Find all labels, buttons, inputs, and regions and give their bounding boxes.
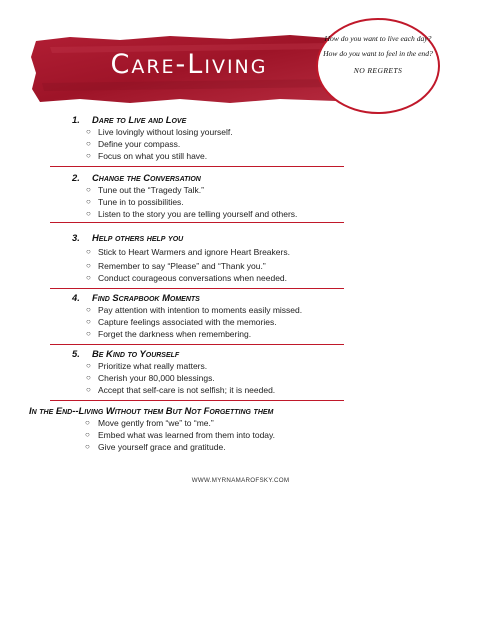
list-item: ○ Remember to say “Please” and “Thank you.”: [86, 261, 266, 271]
list-item: ○ Give yourself grace and gratitude.: [85, 442, 226, 452]
circle-bullet-icon: ○: [86, 185, 91, 194]
list-item: ○ Embed what was learned from them into today.: [85, 430, 276, 440]
section-divider: [50, 288, 344, 289]
circle-bullet-icon: ○: [86, 261, 91, 270]
section-title: Find Scrapbook Moments: [92, 292, 200, 303]
no-regrets-oval: [316, 18, 440, 114]
circle-bullet-icon: ○: [86, 151, 91, 160]
section-1: [50, 114, 344, 162]
section-heading: [50, 114, 344, 126]
circle-bullet-icon: ○: [86, 385, 91, 394]
section-divider: [50, 222, 344, 223]
list-item: ○ Forget the darkness when remembering.: [86, 329, 252, 339]
circle-bullet-icon: ○: [86, 317, 91, 326]
section-title: Dare to Live and Love: [92, 114, 187, 125]
circle-bullet-icon: ○: [86, 361, 91, 370]
section-heading: [50, 292, 344, 304]
section-3: [50, 232, 344, 284]
list-item: ○ Move gently from “we” to “me.”: [85, 418, 214, 428]
page-title: Care-Living: [110, 49, 268, 80]
section-5: [50, 348, 344, 396]
list-item: ○ Cherish your 80,000 blessings.: [86, 373, 215, 383]
list-item: ○ Tune out the “Tragedy Talk.”: [86, 185, 204, 195]
section-number: 1.: [72, 114, 80, 125]
section-number: 3.: [72, 232, 80, 243]
list-item: ○ Capture feelings associated with the memories.: [86, 317, 277, 327]
list-item: ○ Focus on what you still have.: [86, 151, 208, 161]
circle-bullet-icon: ○: [86, 139, 91, 148]
section-heading: [50, 232, 344, 244]
list-item: ○ Define your compass.: [86, 139, 181, 149]
section-title: In the End--Living Without them But Not Forgetting them: [29, 405, 274, 416]
list-item: ○ Conduct courageous conversations when needed.: [86, 273, 288, 283]
section-4: [50, 292, 344, 340]
list-item: ○ Live lovingly without losing yourself.: [86, 127, 233, 137]
circle-bullet-icon: ○: [85, 442, 90, 451]
section-title: Change the Conversation: [92, 172, 201, 183]
oval-question-feel: How do you want to feel in the end?: [323, 48, 433, 58]
section-divider: [50, 166, 344, 167]
section-heading: [50, 172, 344, 184]
list-item: ○ Pay attention with intention to moments easily missed.: [86, 305, 303, 315]
circle-bullet-icon: ○: [86, 373, 91, 382]
circle-bullet-icon: ○: [86, 305, 91, 314]
list-item: ○ Listen to the story you are telling yourself and others.: [86, 209, 298, 219]
circle-bullet-icon: ○: [86, 273, 91, 282]
oval-tagline: NO REGRETS: [353, 66, 403, 76]
circle-bullet-icon: ○: [86, 247, 91, 256]
oval-question-live: How do you want to live each day?: [324, 34, 432, 43]
list-item: ○ Prioritize what really matters.: [86, 361, 208, 371]
circle-bullet-icon: ○: [86, 209, 91, 218]
circle-bullet-icon: ○: [86, 329, 91, 338]
section-title: Help others help you: [92, 232, 184, 243]
section-2: [50, 172, 344, 220]
section-heading: [50, 348, 344, 360]
section-number: 5.: [72, 348, 80, 359]
circle-bullet-icon: ○: [85, 418, 90, 427]
circle-bullet-icon: ○: [86, 127, 91, 136]
title-banner: [30, 33, 348, 105]
list-item: ○ Stick to Heart Warmers and ignore Heart Breakers.: [86, 247, 290, 257]
section-final: [29, 405, 359, 453]
section-divider: [50, 344, 344, 345]
section-title: Be Kind to Yourself: [92, 348, 180, 359]
section-divider: [50, 400, 344, 401]
list-item: ○ Accept that self-care is not selfish; it is needed.: [86, 385, 276, 395]
list-item: ○ Tune in to possibilities.: [86, 197, 184, 207]
website-link[interactable]: WWW.MYRNAMAROFSKY.COM: [191, 477, 290, 484]
circle-bullet-icon: ○: [85, 430, 90, 439]
circle-bullet-icon: ○: [86, 197, 91, 206]
section-number: 4.: [72, 292, 80, 303]
section-number: 2.: [72, 172, 80, 183]
